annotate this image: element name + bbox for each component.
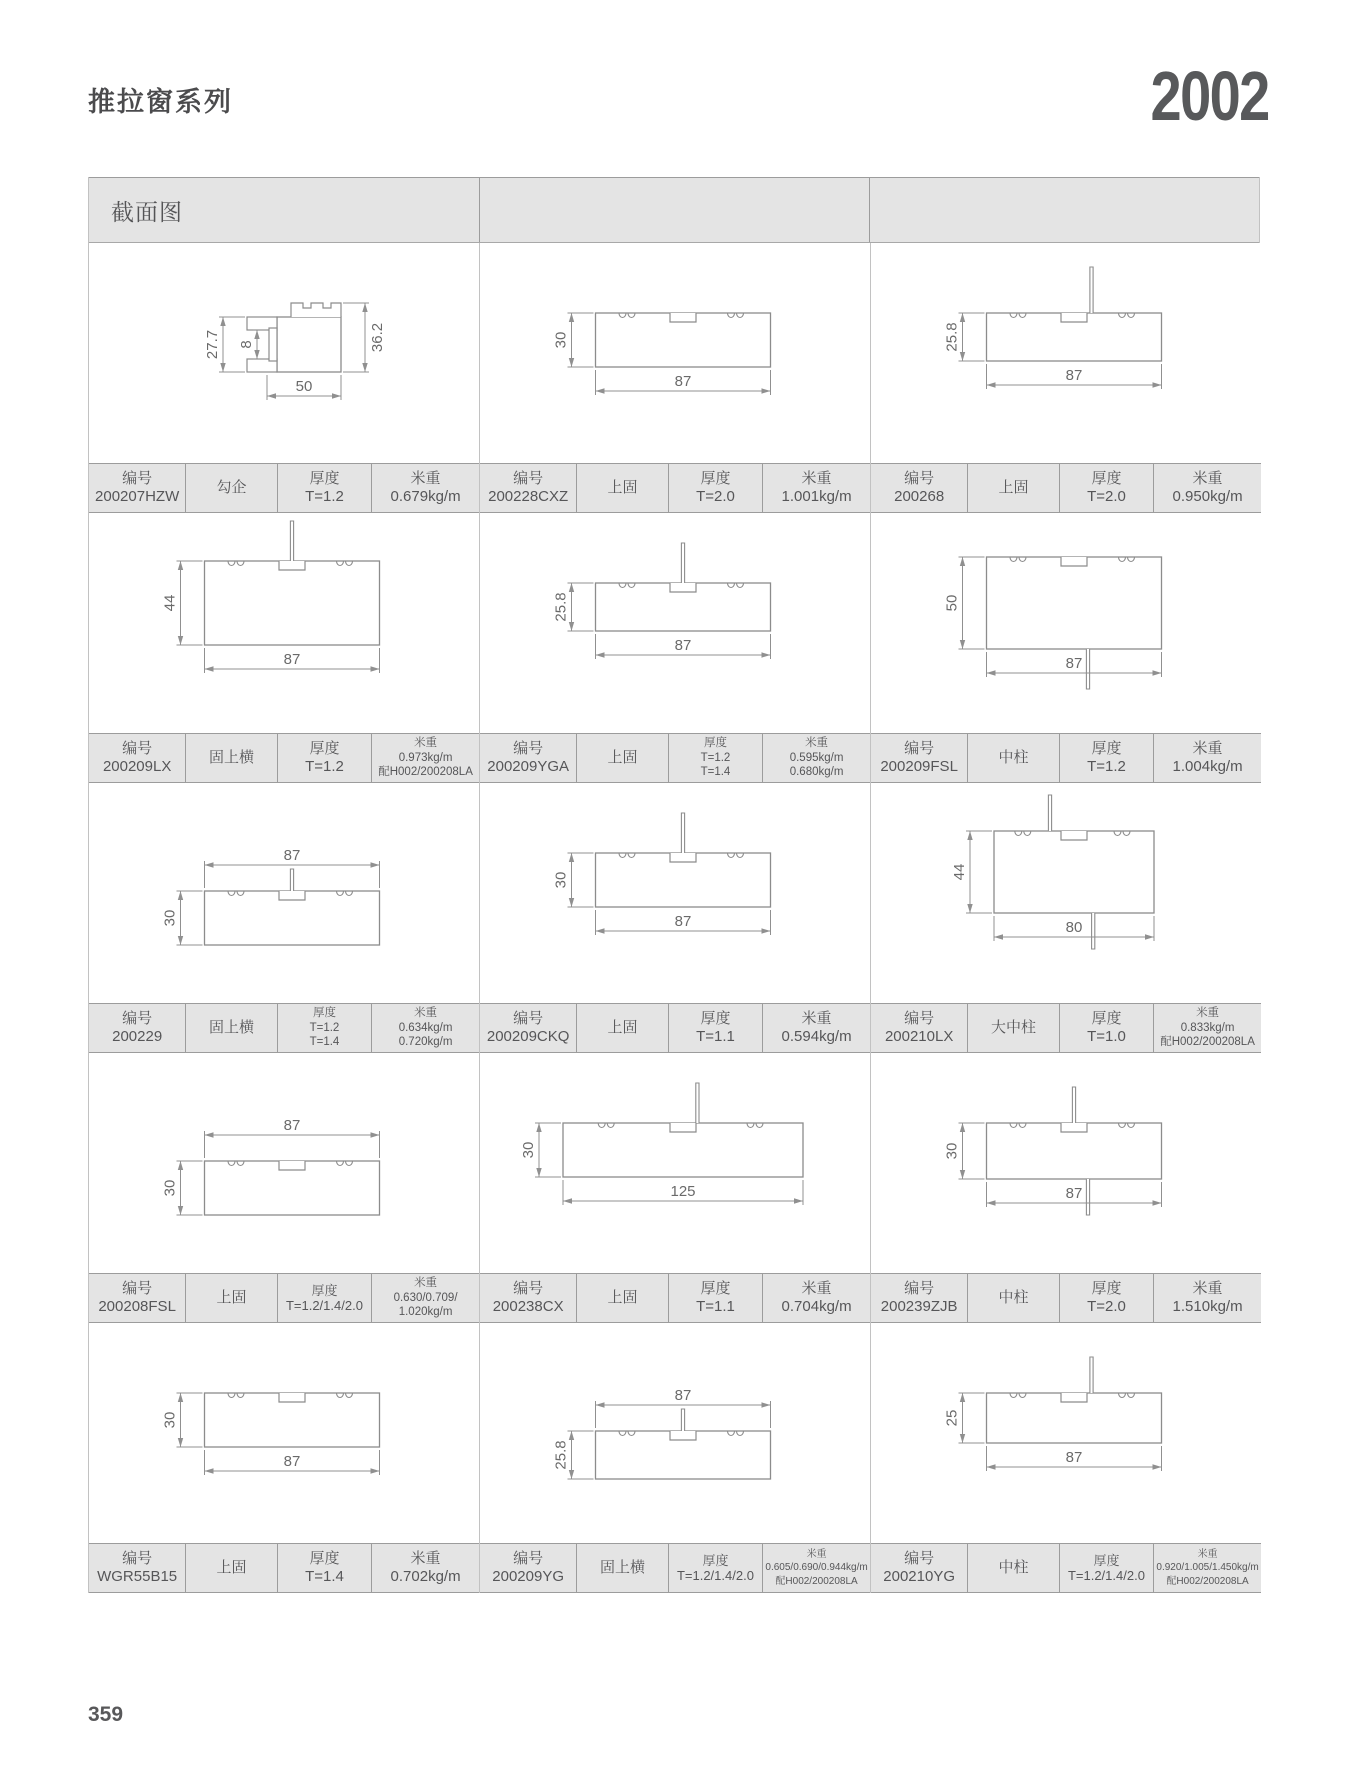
section-drawing	[480, 1053, 870, 1273]
profile-drawing	[871, 783, 1261, 1003]
profile-drawing	[480, 1323, 870, 1543]
profile-drawing	[871, 1053, 1261, 1273]
spec-type	[576, 1274, 667, 1322]
spec-code-line: 200209CKQ	[486, 1028, 570, 1045]
spec-type-line: 上固	[607, 1019, 638, 1037]
spec-thickness-line: T=1.2	[700, 751, 731, 764]
spec-weight	[762, 464, 870, 512]
profile-cell-200209LX	[89, 513, 479, 783]
spec-code-line: 编号	[513, 470, 544, 488]
section-drawing	[89, 513, 479, 733]
section-drawing	[871, 1053, 1261, 1273]
section-drawing	[89, 243, 479, 463]
profile-cell-200229	[89, 783, 479, 1053]
spec-thickness-line: 厚度	[309, 1550, 340, 1568]
spec-thickness	[1059, 1004, 1153, 1052]
dim-label: 36.2	[369, 322, 386, 353]
spec-code-line: 编号	[904, 470, 935, 488]
profiles-grid	[89, 243, 1259, 1593]
spec-weight-line: 0.594kg/m	[781, 1028, 852, 1045]
spec-code	[871, 734, 967, 782]
spec-code-line: 编号	[122, 1010, 153, 1028]
spec-thickness	[1059, 1274, 1153, 1322]
spec-thickness-line: 厚度	[1091, 1010, 1122, 1028]
spec-thickness	[668, 1004, 762, 1052]
spec-code-line: 200228CXZ	[488, 488, 569, 505]
dim-label: 87	[283, 847, 301, 864]
profile-cell-200209YG	[479, 1323, 870, 1593]
section-drawing	[871, 783, 1261, 1003]
spec-strip	[871, 1273, 1261, 1323]
spec-weight-line: 米重	[806, 1548, 827, 1560]
spec-weight-line: 米重	[414, 736, 438, 749]
spec-code-line: 编号	[513, 740, 544, 758]
spec-code-line: 200209YG	[492, 1568, 564, 1585]
spec-type-line: 上固	[607, 479, 638, 497]
profile-drawing	[89, 1323, 479, 1543]
spec-thickness-line: 厚度	[1091, 740, 1122, 758]
spec-code-line: 200229	[112, 1028, 163, 1045]
spec-type	[967, 1004, 1058, 1052]
profile-drawing	[480, 243, 870, 463]
spec-thickness	[277, 1544, 371, 1592]
spec-thickness-line: T=1.0	[1087, 1028, 1126, 1045]
spec-code	[871, 1004, 967, 1052]
spec-thickness-line: 厚度	[309, 740, 340, 758]
spec-code	[89, 464, 185, 512]
spec-thickness-line: T=2.0	[1087, 488, 1126, 505]
spec-weight	[1153, 1274, 1261, 1322]
spec-code	[480, 464, 576, 512]
section-drawing	[480, 1323, 870, 1543]
profile-drawing	[871, 243, 1261, 463]
spec-type	[185, 1544, 276, 1592]
spec-type	[185, 1274, 276, 1322]
spec-thickness	[277, 464, 371, 512]
dim-label: 50	[943, 594, 961, 612]
profile-cell-200228CXZ	[479, 243, 870, 513]
spec-code	[480, 734, 576, 782]
spec-weight-line: 配H002/200208LA	[775, 1575, 858, 1587]
model-number: 2002	[1150, 57, 1269, 135]
dim-label: 30	[943, 1142, 961, 1160]
dim-label: 80	[1065, 919, 1083, 936]
spec-code-line: 编号	[513, 1280, 544, 1298]
spec-weight-line: 米重	[1192, 470, 1223, 488]
profile-drawing	[89, 783, 479, 1003]
spec-code-line: 200208FSL	[98, 1298, 176, 1315]
dim-label: 30	[161, 1179, 179, 1197]
spec-thickness-line: 厚度	[309, 470, 340, 488]
spec-weight	[762, 734, 870, 782]
spec-weight-line: 配H002/200208LA	[1160, 1036, 1255, 1049]
spec-thickness	[1059, 1544, 1153, 1592]
spec-code	[89, 1004, 185, 1052]
spec-thickness-line: 厚度	[1091, 1280, 1122, 1298]
spec-thickness	[277, 1274, 371, 1322]
spec-thickness-line: T=1.2	[309, 1021, 340, 1034]
spec-thickness-line: T=1.1	[696, 1028, 735, 1045]
profile-drawing	[480, 1053, 870, 1273]
spec-type-line: 上固	[607, 749, 638, 767]
spec-type-line: 大中柱	[991, 1019, 1037, 1037]
spec-type	[967, 1544, 1058, 1592]
profile-cell-200239ZJB	[870, 1053, 1261, 1323]
spec-code	[480, 1004, 576, 1052]
spec-weight-line: 米重	[410, 1550, 441, 1568]
spec-weight-line: 1.001kg/m	[781, 488, 852, 505]
spec-weight	[371, 1004, 479, 1052]
spec-weight-line: 0.630/0.709/	[393, 1291, 458, 1304]
dim-label: 30	[161, 1411, 179, 1429]
spec-thickness-line: T=1.4	[305, 1568, 344, 1585]
dim-label: 25.8	[552, 592, 570, 622]
dim-label: 30	[161, 909, 179, 927]
table-header-col1	[89, 178, 479, 242]
spec-weight	[371, 734, 479, 782]
spec-type-line: 上固	[216, 1289, 247, 1307]
profile-cell-WGR55B15	[89, 1323, 479, 1593]
spec-code-line: 编号	[122, 1280, 153, 1298]
spec-thickness-line: T=1.2/1.4/2.0	[285, 1298, 363, 1313]
profile-cell-200209FSL	[870, 513, 1261, 783]
spec-type-line: 中柱	[998, 1559, 1029, 1577]
spec-code-line: 200209FSL	[880, 758, 958, 775]
spec-weight	[762, 1274, 870, 1322]
spec-thickness-line: 厚度	[700, 1280, 731, 1298]
spec-weight-line: 米重	[801, 470, 832, 488]
spec-code-line: 编号	[513, 1550, 544, 1568]
spec-type	[576, 1544, 667, 1592]
section-drawing	[871, 1323, 1261, 1543]
dim-label: 30	[552, 871, 570, 889]
spec-code	[871, 464, 967, 512]
spec-code-line: 编号	[122, 470, 153, 488]
spec-thickness-line: T=1.2	[305, 758, 344, 775]
spec-code	[89, 1544, 185, 1592]
dim-label: 44	[161, 594, 179, 612]
spec-thickness	[668, 1274, 762, 1322]
spec-code-line: 编号	[904, 1550, 935, 1568]
spec-code-line: 200268	[894, 488, 945, 505]
dim-label: 25.8	[552, 1440, 570, 1470]
spec-strip	[89, 1003, 479, 1053]
spec-code-line: WGR55B15	[97, 1568, 178, 1585]
dim-label: 25	[943, 1409, 961, 1427]
spec-code	[480, 1544, 576, 1592]
spec-type	[967, 464, 1058, 512]
profile-cell-200268	[870, 243, 1261, 513]
profile-cell-200238CX	[479, 1053, 870, 1323]
spec-weight-line: 0.950kg/m	[1172, 488, 1243, 505]
dim-label: 30	[552, 331, 570, 349]
spec-thickness-line: 厚度	[700, 1010, 731, 1028]
spec-weight-line: 0.973kg/m	[398, 751, 453, 764]
spec-weight-line: 0.634kg/m	[398, 1021, 453, 1034]
spec-weight-line: 0.702kg/m	[390, 1568, 461, 1585]
spec-code	[89, 734, 185, 782]
spec-type	[576, 464, 667, 512]
spec-thickness-line: T=1.2/1.4/2.0	[676, 1568, 754, 1583]
profile-cell-200208FSL	[89, 1053, 479, 1323]
dim-label: 87	[283, 1117, 301, 1134]
spec-type-line: 上固	[607, 1289, 638, 1307]
spec-weight	[762, 1544, 870, 1592]
profile-drawing	[480, 783, 870, 1003]
spec-type-line: 固上横	[209, 749, 255, 767]
spec-type	[967, 1274, 1058, 1322]
spec-strip	[89, 1273, 479, 1323]
spec-code-line: 编号	[904, 740, 935, 758]
spec-weight-line: 0.680kg/m	[789, 766, 844, 779]
profile-cell-200210YG	[870, 1323, 1261, 1593]
spec-thickness-line: 厚度	[702, 1552, 729, 1568]
spec-thickness	[668, 1544, 762, 1592]
spec-strip	[480, 1003, 870, 1053]
spec-weight-line: 米重	[414, 1276, 438, 1289]
dim-label: 87	[674, 913, 692, 930]
spec-code-line: 200239ZJB	[880, 1298, 958, 1315]
spec-weight-line: 米重	[1197, 1548, 1218, 1560]
dim-label: 30	[520, 1141, 537, 1159]
spec-code-line: 编号	[904, 1280, 935, 1298]
spec-weight-line: 0.833kg/m	[1180, 1021, 1235, 1034]
spec-weight	[371, 1544, 479, 1592]
dim-label: 87	[674, 637, 692, 654]
spec-type-line: 固上横	[209, 1019, 255, 1037]
table-header-col3	[869, 178, 1259, 242]
spec-strip	[89, 733, 479, 783]
spec-weight	[371, 1274, 479, 1322]
section-drawing	[89, 1323, 479, 1543]
spec-weight-line: 米重	[1196, 1006, 1220, 1019]
dim-label: 27.7	[204, 329, 221, 360]
spec-strip	[480, 733, 870, 783]
profile-drawing	[89, 1053, 479, 1273]
spec-strip	[871, 1003, 1261, 1053]
spec-strip	[480, 1273, 870, 1323]
spec-thickness-line: T=1.1	[696, 1298, 735, 1315]
dim-label: 125	[670, 1183, 696, 1200]
section-drawing	[871, 243, 1261, 463]
spec-type	[185, 1004, 276, 1052]
spec-thickness	[668, 464, 762, 512]
spec-weight-line: 0.720kg/m	[398, 1036, 453, 1049]
section-drawing	[480, 513, 870, 733]
spec-weight-line: 米重	[1192, 1280, 1223, 1298]
spec-thickness-line: 厚度	[1093, 1552, 1120, 1568]
profile-drawing	[89, 513, 479, 733]
section-drawing	[89, 1053, 479, 1273]
spec-thickness-line: T=1.2	[305, 488, 344, 505]
spec-code-line: 200238CX	[492, 1298, 564, 1315]
spec-weight	[1153, 734, 1261, 782]
dim-label: 50	[295, 378, 313, 395]
spec-thickness	[277, 734, 371, 782]
spec-weight-line: 0.605/0.690/0.944kg/m	[765, 1562, 868, 1574]
section-drawing	[871, 513, 1261, 733]
dim-label: 44	[951, 863, 968, 881]
spec-type	[576, 1004, 667, 1052]
spec-weight-line: 米重	[414, 1006, 438, 1019]
spec-weight-line: 1.020kg/m	[398, 1306, 453, 1319]
spec-strip	[871, 463, 1261, 513]
series-title: 推拉窗系列	[88, 87, 233, 117]
spec-thickness	[1059, 464, 1153, 512]
spec-code	[89, 1274, 185, 1322]
page-number: 359	[88, 1703, 124, 1726]
spec-weight-line: 0.679kg/m	[390, 488, 461, 505]
spec-thickness-line: T=1.4	[309, 1036, 340, 1049]
section-table	[88, 177, 1260, 1593]
spec-thickness-line: T=2.0	[1087, 1298, 1126, 1315]
dim-label: 87	[674, 1387, 692, 1404]
spec-thickness-line: T=1.2	[1087, 758, 1126, 775]
spec-type-line: 上固	[998, 479, 1029, 497]
spec-thickness-line: 厚度	[700, 470, 731, 488]
spec-weight	[1153, 1544, 1261, 1592]
spec-strip	[89, 1543, 479, 1593]
spec-weight	[1153, 1004, 1261, 1052]
spec-weight-line: 配H002/200208LA	[1166, 1575, 1249, 1587]
spec-weight-line: 0.704kg/m	[781, 1298, 852, 1315]
profile-cell-200210LX	[870, 783, 1261, 1053]
section-drawing	[480, 783, 870, 1003]
profile-cell-200207HZW	[89, 243, 479, 513]
spec-code-line: 200207HZW	[95, 488, 180, 505]
section-drawing	[480, 243, 870, 463]
profile-drawing	[480, 513, 870, 733]
spec-strip	[871, 733, 1261, 783]
spec-strip	[871, 1543, 1261, 1593]
dim-label: 8	[238, 340, 255, 349]
spec-code-line: 编号	[513, 1010, 544, 1028]
spec-weight-line: 米重	[1192, 740, 1223, 758]
spec-code-line: 200210LX	[884, 1028, 954, 1045]
profile-drawing	[871, 1323, 1261, 1543]
profile-cell-200209YGA	[479, 513, 870, 783]
spec-code	[480, 1274, 576, 1322]
dim-label: 25.8	[943, 322, 961, 352]
spec-weight-line: 0.595kg/m	[789, 751, 844, 764]
table-header	[89, 177, 1259, 243]
spec-type-line: 勾企	[216, 479, 247, 497]
spec-strip	[480, 463, 870, 513]
spec-thickness	[277, 1004, 371, 1052]
spec-weight	[1153, 464, 1261, 512]
spec-code	[871, 1544, 967, 1592]
spec-thickness	[1059, 734, 1153, 782]
spec-strip	[89, 463, 479, 513]
spec-weight-line: 配H002/200208LA	[378, 766, 473, 779]
spec-thickness-line: 厚度	[703, 736, 727, 749]
spec-thickness-line: 厚度	[311, 1282, 338, 1298]
spec-thickness-line: T=1.4	[700, 766, 731, 779]
spec-thickness-line: 厚度	[1091, 470, 1122, 488]
spec-type	[185, 734, 276, 782]
spec-type	[576, 734, 667, 782]
profile-drawing	[89, 243, 479, 463]
dim-label: 87	[283, 651, 301, 668]
spec-type	[967, 734, 1058, 782]
profile-drawing	[871, 513, 1261, 733]
spec-code-line: 编号	[122, 740, 153, 758]
spec-type-line: 中柱	[998, 1289, 1029, 1307]
spec-weight-line: 米重	[801, 1280, 832, 1298]
spec-weight-line: 米重	[805, 736, 829, 749]
profile-cell-200209CKQ	[479, 783, 870, 1053]
section-drawing	[89, 783, 479, 1003]
spec-thickness-line: 厚度	[312, 1006, 336, 1019]
spec-type-line: 固上横	[600, 1559, 646, 1577]
dim-label: 87	[1065, 367, 1083, 384]
spec-thickness-line: T=2.0	[696, 488, 735, 505]
spec-type	[185, 464, 276, 512]
spec-code-line: 200210YG	[883, 1568, 955, 1585]
spec-weight	[762, 1004, 870, 1052]
dim-label: 87	[1065, 1185, 1083, 1202]
spec-code-line: 200209LX	[102, 758, 172, 775]
dim-label: 87	[1065, 1449, 1083, 1466]
spec-weight-line: 米重	[410, 470, 441, 488]
spec-code-line: 编号	[122, 1550, 153, 1568]
spec-weight-line: 0.920/1.005/1.450kg/m	[1156, 1562, 1259, 1574]
spec-weight	[371, 464, 479, 512]
spec-code	[871, 1274, 967, 1322]
spec-type-line: 上固	[216, 1559, 247, 1577]
spec-type-line: 中柱	[998, 749, 1029, 767]
table-header-title: 截面图	[111, 198, 183, 225]
dim-label: 87	[1065, 655, 1083, 672]
spec-thickness-line: T=1.2/1.4/2.0	[1067, 1568, 1145, 1583]
spec-code-line: 编号	[904, 1010, 935, 1028]
dim-label: 87	[674, 373, 692, 390]
spec-thickness	[668, 734, 762, 782]
spec-weight-line: 1.004kg/m	[1172, 758, 1243, 775]
spec-weight-line: 1.510kg/m	[1172, 1298, 1243, 1315]
dim-label: 87	[283, 1453, 301, 1470]
spec-strip	[480, 1543, 870, 1593]
table-header-col2	[479, 178, 869, 242]
spec-weight-line: 米重	[801, 1010, 832, 1028]
spec-code-line: 200209YGA	[487, 758, 569, 775]
